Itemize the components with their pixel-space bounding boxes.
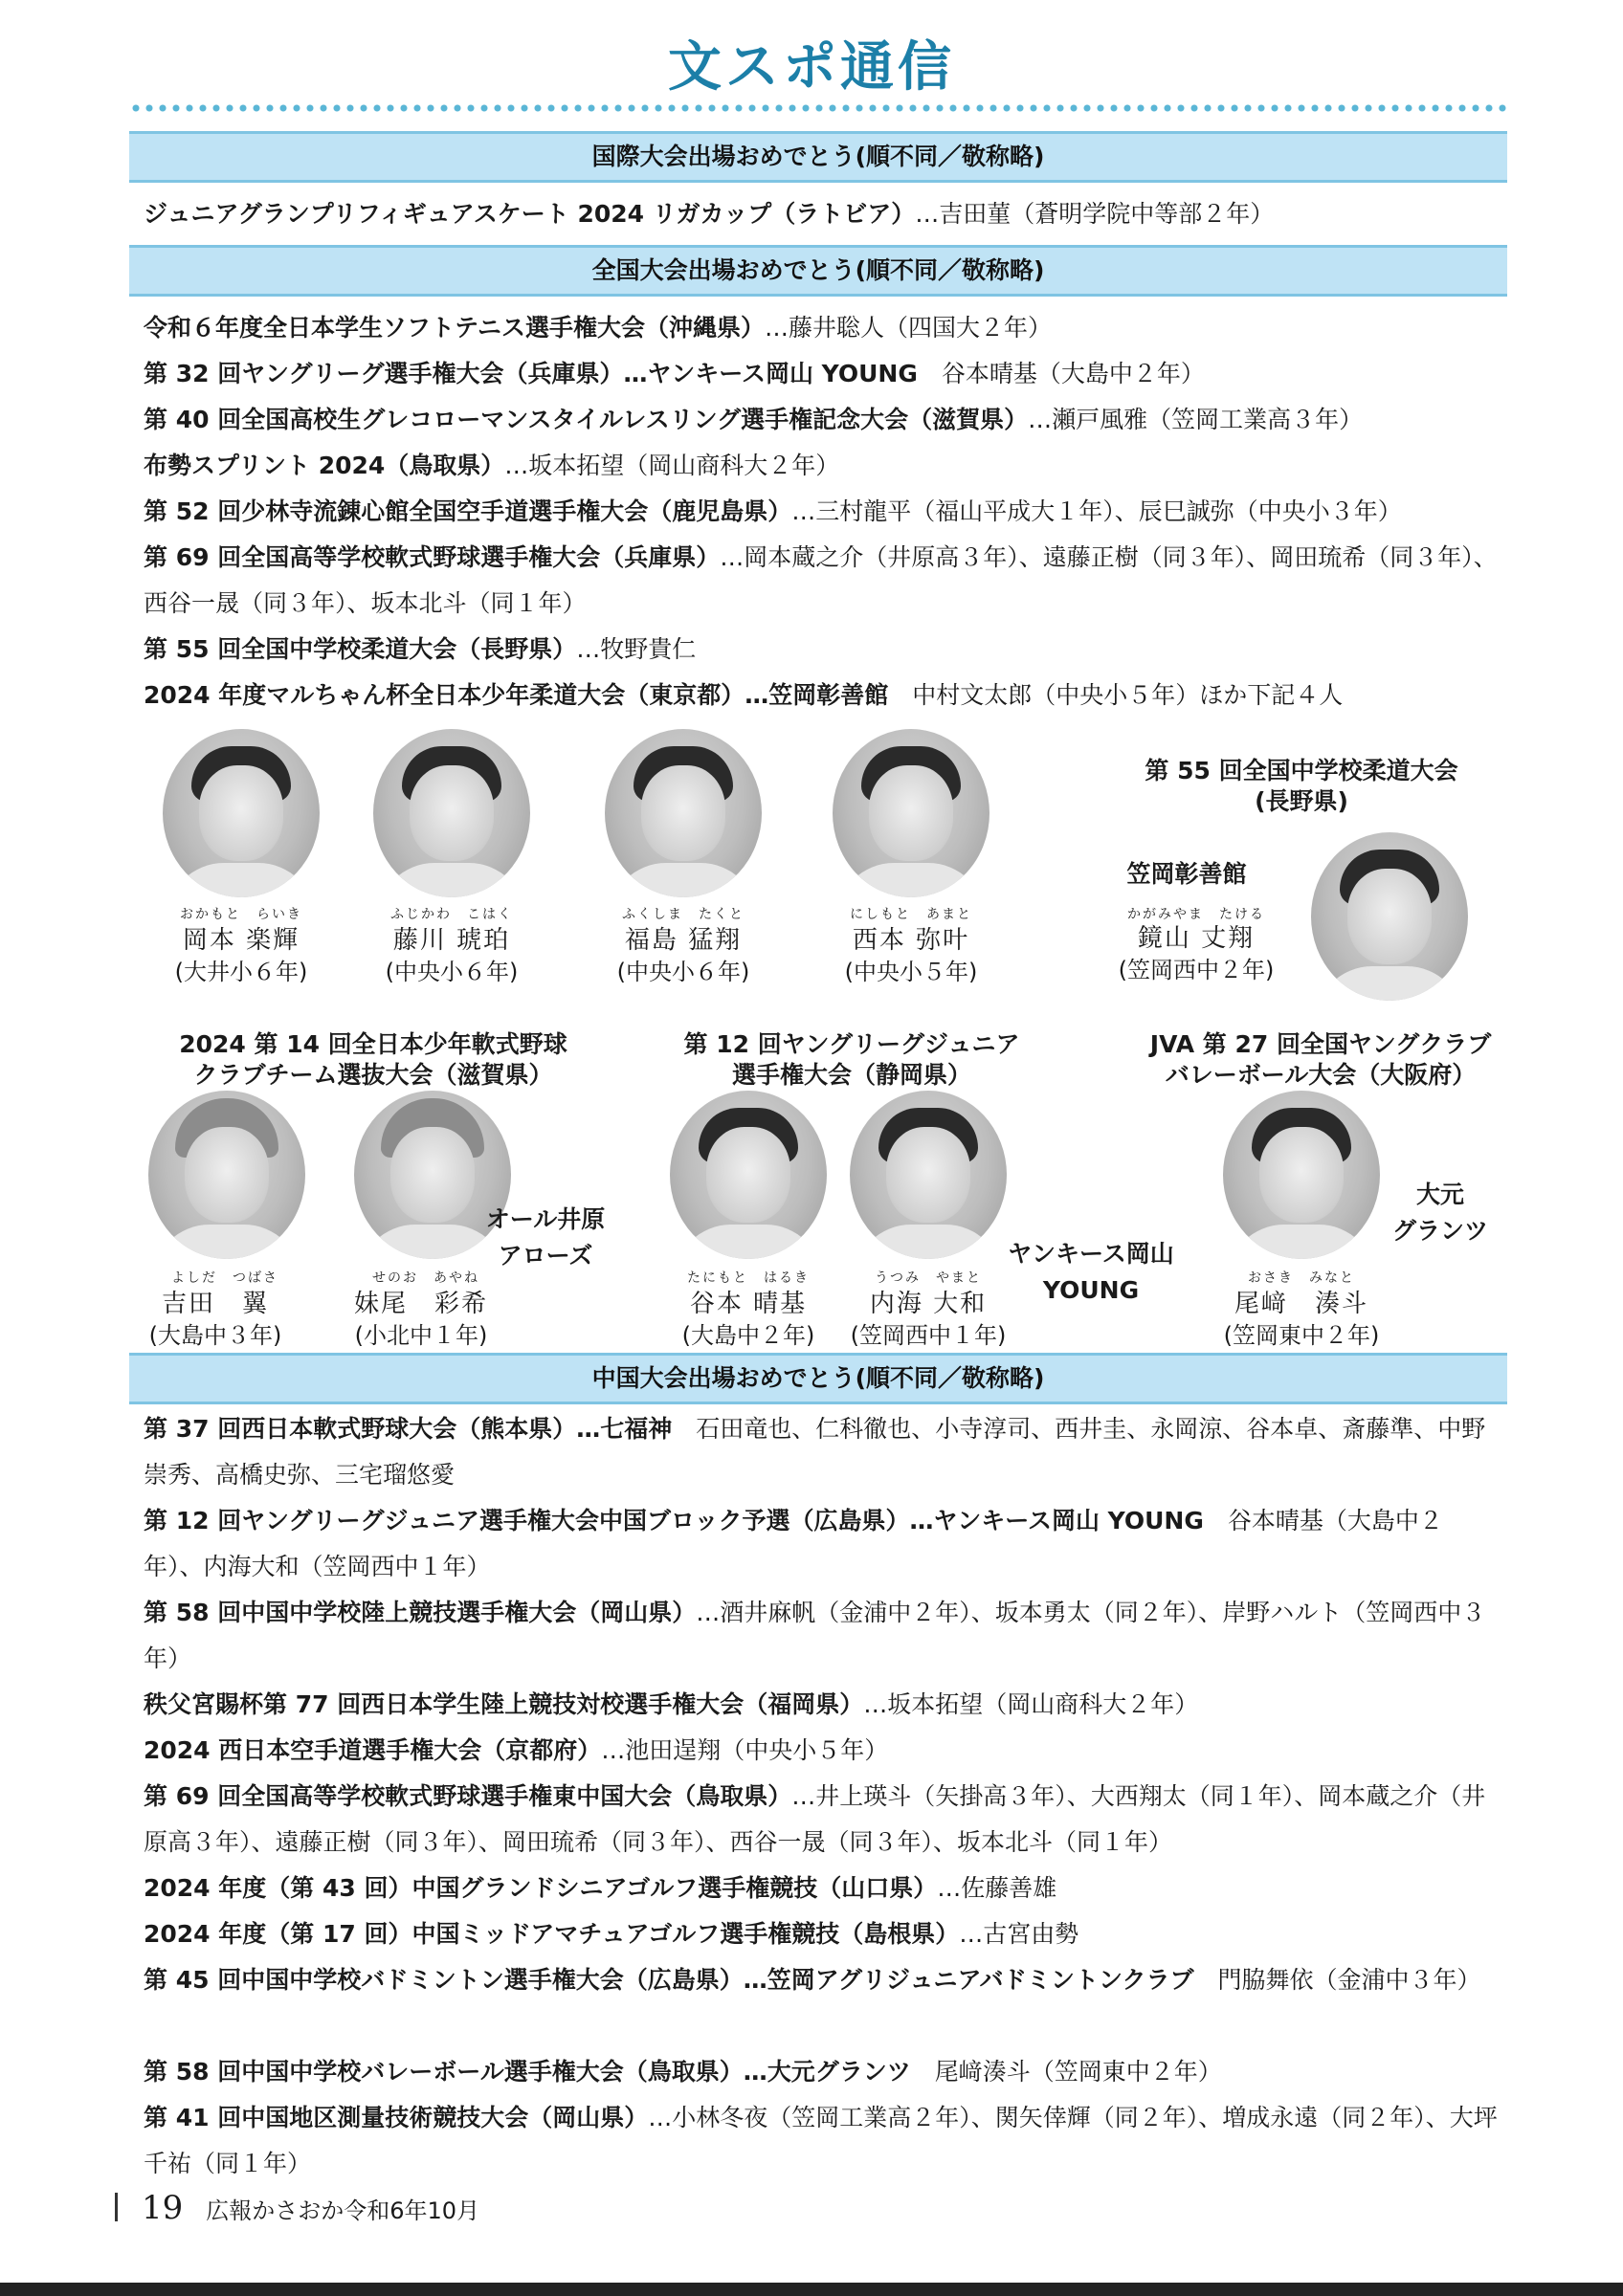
footer [142, 2189, 479, 2227]
bottom-bar [0, 2283, 1623, 2296]
athlete-name: 内海 大和 [869, 1290, 988, 1318]
team-name: 笠岡彰善館 [1126, 860, 1247, 888]
athlete-school: (笠岡西中１年) [850, 1322, 1007, 1349]
athlete-school: (笠岡東中２年) [1223, 1322, 1380, 1349]
young-league-tournament-title: 第 12 回ヤングリーグジュニア 選手権大会（静岡県） [683, 1030, 1020, 1089]
athlete-name: 吉田 翼 [161, 1290, 269, 1318]
athlete-school: (中央小５年) [844, 959, 978, 985]
list-item: 第 58 回中国中学校陸上競技選手権大会（岡山県）…酒井麻帆（金浦中２年）、坂本勇太（同２年）、岸野ハルト（笠岡西中３年） [144, 1599, 1486, 1672]
athlete-name: 尾﨑 湊斗 [1234, 1290, 1368, 1318]
list-item: 2024 年度（第 43 回）中国グランドシニアゴルフ選手権競技（山口県）…佐藤善雄 [144, 1874, 1057, 1902]
name-ruby: おさき みなと [1248, 1270, 1355, 1286]
athlete-school: (大島中２年) [681, 1322, 815, 1349]
athlete-name: 福島 猛翔 [624, 926, 743, 955]
dotted-divider [129, 103, 1507, 113]
list-item: 第 55 回全国中学校柔道大会（長野県）…牧野貴仁 [144, 635, 697, 663]
name-ruby: よしだ つばさ [171, 1270, 278, 1286]
list-item: 第 69 回全国高等学校軟式野球選手権大会（兵庫県）…岡本蔵之介（井原高３年）、遠藤正樹（同３年）、岡田琉希（同３年）、西谷一晟（同３年）、坂本北斗（同１年） [144, 543, 1498, 617]
athlete-name: 鏡山 丈翔 [1137, 924, 1256, 953]
list-item: 第 52 回少林寺流錬心館全国空手道選手権大会（鹿児島県）…三村龍平（福山平成大１年）、辰巳誠弥（中央小３年） [144, 497, 1402, 525]
list-item: 第 69 回全国高等学校軟式野球選手権東中国大会（鳥取県）…井上瑛斗（矢掛高３年）、大西翔太（同１年）、岡本蔵之介（井原高３年）、遠藤正樹（同３年）、岡田琉希（同３年）、西谷一晟（同３年）、坂本北斗（同１年） [144, 1782, 1486, 1856]
page-title: 文スポ通信 [668, 36, 955, 99]
footer-divider [115, 2193, 118, 2221]
athlete-photo [850, 1091, 1007, 1259]
athlete-photo [670, 1091, 827, 1259]
name-ruby: たにもと はるき [687, 1270, 810, 1286]
athlete-photo [373, 729, 530, 897]
list-item: 第 12 回ヤングリーグジュニア選手権大会中国ブロック予選（広島県）…ヤンキース岡山 YOUNG 谷本晴基（大島中２年）、内海大和（笠岡西中１年） [144, 1507, 1443, 1580]
list-item: 第 32 回ヤングリーグ選手権大会（兵庫県）…ヤンキース岡山 YOUNG 谷本晴基（大島中２年） [144, 360, 1205, 387]
athlete-school: (大島中３年) [148, 1322, 282, 1349]
list-item: 2024 西日本空手道選手権大会（京都府）…池田逞翔（中央小５年） [144, 1736, 889, 1764]
athlete-photo [833, 729, 989, 897]
athlete-photo [605, 729, 762, 897]
team-name: 大元 グランツ [1391, 1181, 1488, 1245]
name-ruby: せのお あやね [372, 1270, 479, 1286]
list-item: 第 40 回全国高校生グレコローマンスタイルレスリング選手権記念大会（滋賀県）…瀬戸風雅（笠岡工業高３年） [144, 406, 1364, 433]
athlete-photo [1223, 1091, 1380, 1259]
team-name: オール井原 アローズ [485, 1205, 606, 1269]
name-ruby: かがみやま たける [1127, 907, 1265, 922]
name-ruby: おかもと らいき [180, 907, 302, 922]
list-item: 2024 年度（第 17 回）中国ミッドアマチュアゴルフ選手権競技（島根県）…古宮由勢 [144, 1920, 1079, 1948]
section-header-international: 国際大会出場おめでとう(順不同／敬称略) [129, 131, 1507, 183]
list-item: 令和６年度全日本学生ソフトテニス選手権大会（沖縄県）…藤井聡人（四国大２年） [144, 314, 1053, 342]
name-ruby: ふじかわ こはく [390, 907, 513, 922]
athlete-school: (笠岡西中２年) [1118, 957, 1275, 983]
list-item: ジュニアグランプリフィギュアスケート 2024 リガカップ（ラトビア）…吉田菫（蒼明学院中等部２年） [144, 200, 1275, 228]
list-item: 2024 年度マルちゃん杯全日本少年柔道大会（東京都）…笠岡彰善館 中村文太郎（中央小５年）ほか下記４人 [144, 681, 1344, 709]
footer-text: 広報かさおか令和6年10月 [206, 2197, 480, 2224]
name-ruby: ふくしま たくと [622, 907, 745, 922]
judo-tournament-title: 第 55 回全国中学校柔道大会 (長野県) [1145, 757, 1458, 815]
name-ruby: うつみ やまと [875, 1270, 982, 1286]
athlete-school: (中央小６年) [385, 959, 519, 985]
list-item: 第 37 回西日本軟式野球大会（熊本県）…七福神 石田竜也、仁科徹也、小寺淳司、西井圭、永岡涼、谷本卓、斎藤準、中野崇秀、高橋史弥、三宅瑠悠愛 [144, 1415, 1486, 1489]
list-item: 第 41 回中国地区測量技術競技大会（岡山県）…小林冬夜（笠岡工業高２年）、関矢倖輝（同２年）、増成永遠（同２年）、大坪千祐（同１年） [144, 2104, 1498, 2177]
athlete-photo [163, 729, 320, 897]
list-item: 秩父宮賜杯第 77 回西日本学生陸上競技対校選手権大会（福岡県）…坂本拓望（岡山商科大２年） [144, 1690, 1199, 1718]
athlete-school: (大井小６年) [174, 959, 308, 985]
athlete-name: 妹尾 彩希 [353, 1290, 488, 1318]
list-item: 第 45 回中国中学校バドミントン選手権大会（広島県）…笠岡アグリジュニアバドミントンクラブ 門脇舞依（金浦中３年） [144, 1966, 1481, 1994]
athlete-name: 藤川 琥珀 [392, 926, 511, 955]
team-name: ヤンキース岡山 YOUNG [1008, 1240, 1174, 1304]
baseball-tournament-title: 2024 第 14 回全日本少年軟式野球 クラブチーム選抜大会（滋賀県） [179, 1030, 567, 1089]
list-item: 布勢スプリント 2024（鳥取県）…坂本拓望（岡山商科大２年） [144, 452, 840, 479]
page-number: 19 [142, 2189, 184, 2227]
volleyball-tournament-title: JVA 第 27 回全国ヤングクラブ バレーボール大会（大阪府） [1149, 1030, 1492, 1089]
section-header-chugoku: 中国大会出場おめでとう(順不同／敬称略) [129, 1353, 1507, 1404]
athlete-name: 岡本 楽輝 [182, 926, 300, 955]
name-ruby: にしもと あまと [850, 907, 972, 922]
list-item: 第 58 回中国中学校バレーボール選手権大会（鳥取県）…大元グランツ 尾﨑湊斗（笠岡東中２年） [144, 2058, 1222, 2086]
athlete-photo [148, 1091, 305, 1259]
section-header-national: 全国大会出場おめでとう(順不同／敬称略) [129, 245, 1507, 297]
athlete-school: (中央小６年) [616, 959, 750, 985]
athlete-name: 西本 弥叶 [852, 926, 970, 955]
athlete-name: 谷本 晴基 [689, 1290, 808, 1318]
athlete-school: (小北中１年) [354, 1322, 488, 1349]
athlete-photo [1311, 832, 1468, 1001]
